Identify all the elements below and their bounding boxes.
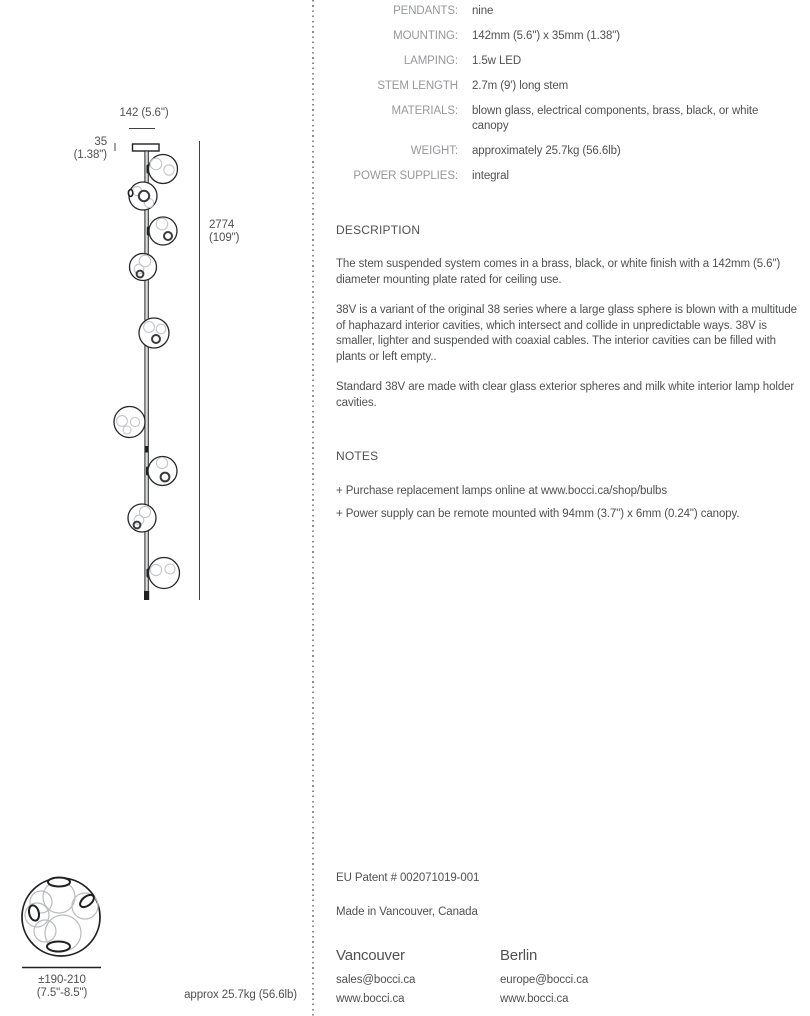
description-paragraph: The stem suspended system comes in a brass, black, or white finish with a 142mm (5.6") diameter mounting plate rated for ceiling use. [336,258,781,286]
notes-section [336,449,798,529]
pendant-sphere [146,457,177,486]
office-berlin [500,947,664,1008]
sphere-detail-drawing [22,878,100,957]
office-vancouver [336,947,500,1008]
patent-number: EU Patent # 002071019-001 [336,872,480,884]
office-contacts [336,947,664,1008]
dotted-divider [312,0,314,1016]
office-city: Vancouver [336,947,405,964]
stem [144,151,149,600]
pendant-sphere [114,407,145,438]
stem-height-label [209,219,269,245]
office-email: europe@bocci.ca [500,974,589,986]
spec-value: 142mm (5.6") x 35mm (1.38") [472,30,620,42]
description-section [336,223,798,426]
spec-label: MOUNTING: [393,30,458,42]
spec-row-power-supplies [335,169,797,184]
stem-height-mm: 2774 [209,219,235,231]
office-website: www.bocci.ca [336,992,405,1005]
pendant-sphere [128,504,156,532]
pendant-sphere [147,155,178,184]
stem-height-in: (109") [209,232,240,244]
spec-row-weight [335,144,797,159]
description-heading: DESCRIPTION [336,223,421,237]
pendant-sphere [139,318,169,348]
office-website: www.bocci.ca [500,992,569,1005]
canopy-height-label [52,136,107,162]
spec-table [335,4,797,194]
pendant-sphere [130,254,157,281]
spec-label: LAMPING: [403,55,458,67]
spec-label: PENDANTS: [393,5,458,17]
canopy-height-mm: 35 [94,136,107,148]
description-paragraph: Standard 38V are made with clear glass exterior spheres and milk white interior lamp holder cavities. [336,381,795,409]
spec-value: approximately 25.7kg (56.6lb) [472,145,621,157]
spec-row-mounting [335,29,797,44]
pendant-sphere [128,182,157,210]
pendant-sphere [147,217,177,245]
spec-value: blown glass, electrical components, brass, black, or white canopy [472,105,759,132]
office-city: Berlin [500,947,538,964]
spec-label: POWER SUPPLIES: [353,170,458,182]
spec-row-lamping [335,54,797,69]
pendant-sphere [147,558,180,589]
spec-label: STEM LENGTH [377,80,458,92]
note-item: + Purchase replacement lamps online at www.bocci.ca/shop/bulbs [336,485,667,497]
spec-value: integral [472,170,509,182]
stem-pendant-diagram [0,0,313,1016]
spec-value: nine [472,5,494,17]
approx-weight-note: approx 25.7kg (56.6lb) [184,989,297,1001]
sphere-diameter-in: (7.5"-8.5") [36,987,88,999]
note-item: + Power supply can be remote mounted with 94mm (3.7") x 6mm (0.24") canopy. [336,507,740,520]
spec-row-pendants [335,4,797,19]
canopy-height-in: (1.38") [73,149,107,161]
made-in-note: Made in Vancouver, Canada [336,906,478,918]
spec-row-materials [335,104,797,134]
spec-value: 2.7m (9') long stem [472,80,569,92]
spec-row-stem-length [335,79,797,94]
sphere-diameter-label [16,974,108,1000]
spec-label: WEIGHT: [410,145,458,157]
spec-value: 1.5w LED [472,55,522,67]
canopy-plate [133,144,160,151]
mounting-width-label: 142 (5.6") [119,107,169,119]
spec-label: MATERIALS: [391,105,458,117]
description-paragraph: 38V is a variant of the original 38 series where a large glass sphere is blown with a multitude of haphazard interior cavities, which intersect and collide in unpredictable ways. 38V is smaller, lighter and suspended with coaxial cables. The interior cavities can be filled with plants or left empty.. [336,304,797,363]
notes-heading: NOTES [336,449,379,463]
sphere-diameter-mm: ±190-210 [38,974,86,986]
office-email: sales@bocci.ca [336,974,416,986]
